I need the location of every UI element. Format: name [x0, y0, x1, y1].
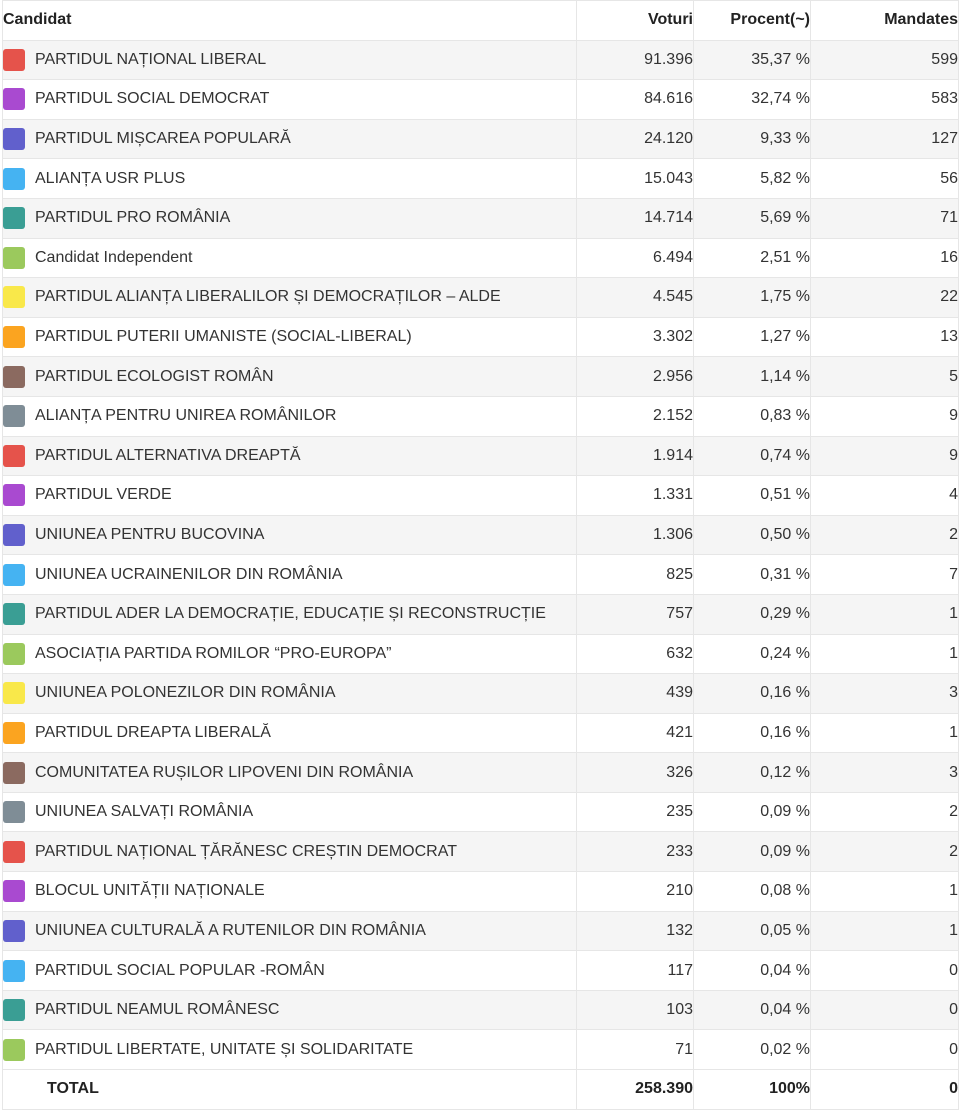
candidate-name: ALIANȚA PENTRU UNIREA ROMÂNILOR: [35, 407, 337, 425]
percent-cell: 1,27 %: [694, 317, 811, 357]
percent-cell: 0,29 %: [694, 594, 811, 634]
table-row: [3, 555, 959, 595]
candidate-name: PARTIDUL SOCIAL POPULAR -ROMÂN: [35, 961, 325, 979]
total-percent: 100%: [694, 1070, 811, 1110]
mandates-cell: 1: [811, 911, 959, 951]
candidate-name: PARTIDUL VERDE: [35, 486, 172, 504]
candidate-name: UNIUNEA POLONEZILOR DIN ROMÂNIA: [35, 684, 336, 702]
mandates-cell: 5: [811, 357, 959, 397]
mandates-cell: 0: [811, 951, 959, 991]
votes-cell: 3.302: [577, 317, 694, 357]
percent-cell: 5,69 %: [694, 198, 811, 238]
party-color-swatch: [3, 326, 25, 348]
candidate-name: UNIUNEA UCRAINENILOR DIN ROMÂNIA: [35, 565, 343, 583]
party-color-swatch: [3, 128, 25, 150]
votes-cell: 632: [577, 634, 694, 674]
candidate-cell: [3, 990, 577, 1030]
mandates-cell: 3: [811, 753, 959, 793]
mandates-cell: 9: [811, 436, 959, 476]
party-color-swatch: [3, 286, 25, 308]
percent-cell: 32,74 %: [694, 80, 811, 120]
mandates-cell: 127: [811, 119, 959, 159]
party-color-swatch: [3, 88, 25, 110]
table-row: [3, 278, 959, 318]
percent-cell: 0,51 %: [694, 476, 811, 516]
votes-cell: 84.616: [577, 80, 694, 120]
candidate-cell: [3, 159, 577, 199]
mandates-cell: 16: [811, 238, 959, 278]
mandates-cell: 1: [811, 594, 959, 634]
candidate-cell: [3, 674, 577, 714]
votes-cell: 233: [577, 832, 694, 872]
candidate-name: PARTIDUL ALIANȚA LIBERALILOR ȘI DEMOCRAȚILOR – ALDE: [35, 288, 501, 306]
table-row: [3, 119, 959, 159]
percent-cell: 0,16 %: [694, 674, 811, 714]
candidate-name: PARTIDUL MIȘCAREA POPULARĂ: [35, 130, 291, 148]
mandates-cell: 599: [811, 40, 959, 80]
percent-cell: 5,82 %: [694, 159, 811, 199]
header-row: [3, 1, 959, 41]
table-row: [3, 792, 959, 832]
candidate-name: ASOCIAȚIA PARTIDA ROMILOR “PRO-EUROPA”: [35, 644, 392, 662]
percent-cell: 35,37 %: [694, 40, 811, 80]
table-row: [3, 832, 959, 872]
percent-cell: 0,04 %: [694, 951, 811, 991]
candidate-name: PARTIDUL SOCIAL DEMOCRAT: [35, 90, 270, 108]
candidate-cell: [3, 357, 577, 397]
party-color-swatch: [3, 405, 25, 427]
percent-cell: 0,83 %: [694, 396, 811, 436]
header-percent[interactable]: Procent(~): [694, 1, 811, 41]
table-row: [3, 80, 959, 120]
candidate-cell: [3, 911, 577, 951]
percent-cell: 0,12 %: [694, 753, 811, 793]
header-mandates[interactable]: Mandates: [811, 1, 959, 41]
total-row: [3, 1070, 959, 1110]
candidate-cell: [3, 713, 577, 753]
candidate-name: PARTIDUL NAȚIONAL LIBERAL: [35, 50, 267, 68]
votes-cell: 421: [577, 713, 694, 753]
candidate-cell: [3, 555, 577, 595]
candidate-cell: [3, 951, 577, 991]
table-row: [3, 357, 959, 397]
table-row: [3, 476, 959, 516]
percent-cell: 0,09 %: [694, 832, 811, 872]
mandates-cell: 2: [811, 832, 959, 872]
table-row: [3, 674, 959, 714]
table-row: [3, 1030, 959, 1070]
percent-cell: 9,33 %: [694, 119, 811, 159]
mandates-cell: 1: [811, 634, 959, 674]
mandates-cell: 9: [811, 396, 959, 436]
votes-cell: 24.120: [577, 119, 694, 159]
mandates-cell: 4: [811, 476, 959, 516]
votes-cell: 439: [577, 674, 694, 714]
party-color-swatch: [3, 643, 25, 665]
candidate-name: PARTIDUL NAȚIONAL ȚĂRĂNESC CREȘTIN DEMOCRAT: [35, 842, 457, 860]
table-row: [3, 911, 959, 951]
percent-cell: 1,14 %: [694, 357, 811, 397]
candidate-cell: [3, 436, 577, 476]
mandates-cell: 7: [811, 555, 959, 595]
percent-cell: 0,09 %: [694, 792, 811, 832]
votes-cell: 1.331: [577, 476, 694, 516]
mandates-cell: 56: [811, 159, 959, 199]
candidate-name: PARTIDUL LIBERTATE, UNITATE ȘI SOLIDARITATE: [35, 1040, 414, 1058]
percent-cell: 0,74 %: [694, 436, 811, 476]
candidate-cell: [3, 753, 577, 793]
mandates-cell: 1: [811, 872, 959, 912]
total-mandates: 0: [811, 1070, 959, 1110]
candidate-cell: [3, 119, 577, 159]
votes-cell: 132: [577, 911, 694, 951]
party-color-swatch: [3, 920, 25, 942]
table-row: [3, 159, 959, 199]
candidate-cell: [3, 1030, 577, 1070]
header-votes[interactable]: Voturi: [577, 1, 694, 41]
votes-cell: 1.914: [577, 436, 694, 476]
mandates-cell: 0: [811, 1030, 959, 1070]
candidate-cell: [3, 396, 577, 436]
votes-cell: 2.152: [577, 396, 694, 436]
party-color-swatch: [3, 564, 25, 586]
candidate-cell: [3, 872, 577, 912]
candidate-cell: [3, 40, 577, 80]
total-label: TOTAL: [3, 1070, 577, 1110]
mandates-cell: 22: [811, 278, 959, 318]
table-row: [3, 317, 959, 357]
party-color-swatch: [3, 682, 25, 704]
percent-cell: 0,02 %: [694, 1030, 811, 1070]
candidate-name: UNIUNEA CULTURALĂ A RUTENILOR DIN ROMÂNIA: [35, 921, 426, 939]
party-color-swatch: [3, 1039, 25, 1061]
percent-cell: 0,24 %: [694, 634, 811, 674]
candidate-name: UNIUNEA PENTRU BUCOVINA: [35, 526, 265, 544]
mandates-cell: 13: [811, 317, 959, 357]
votes-cell: 14.714: [577, 198, 694, 238]
table-row: [3, 238, 959, 278]
votes-cell: 6.494: [577, 238, 694, 278]
table-row: [3, 515, 959, 555]
votes-cell: 71: [577, 1030, 694, 1070]
table-row: [3, 198, 959, 238]
percent-cell: 0,31 %: [694, 555, 811, 595]
votes-cell: 1.306: [577, 515, 694, 555]
total-votes: 258.390: [577, 1070, 694, 1110]
table-row: [3, 951, 959, 991]
mandates-cell: 1: [811, 713, 959, 753]
mandates-cell: 2: [811, 515, 959, 555]
table-row: [3, 872, 959, 912]
table-row: [3, 594, 959, 634]
party-color-swatch: [3, 722, 25, 744]
party-color-swatch: [3, 762, 25, 784]
party-color-swatch: [3, 247, 25, 269]
party-color-swatch: [3, 960, 25, 982]
party-color-swatch: [3, 445, 25, 467]
candidate-name: PARTIDUL DREAPTA LIBERALĂ: [35, 723, 271, 741]
percent-cell: 0,05 %: [694, 911, 811, 951]
table-row: [3, 990, 959, 1030]
party-color-swatch: [3, 999, 25, 1021]
table-header: [3, 1, 959, 41]
mandates-cell: 3: [811, 674, 959, 714]
votes-cell: 2.956: [577, 357, 694, 397]
candidate-cell: [3, 792, 577, 832]
party-color-swatch: [3, 366, 25, 388]
percent-cell: 0,50 %: [694, 515, 811, 555]
party-color-swatch: [3, 49, 25, 71]
mandates-cell: 2: [811, 792, 959, 832]
table-row: [3, 713, 959, 753]
table-row: [3, 634, 959, 674]
mandates-cell: 0: [811, 990, 959, 1030]
votes-cell: 117: [577, 951, 694, 991]
votes-cell: 825: [577, 555, 694, 595]
party-color-swatch: [3, 801, 25, 823]
votes-cell: 4.545: [577, 278, 694, 318]
party-color-swatch: [3, 207, 25, 229]
candidate-name: UNIUNEA SALVAȚI ROMÂNIA: [35, 803, 254, 821]
party-color-swatch: [3, 880, 25, 902]
votes-cell: 326: [577, 753, 694, 793]
candidate-cell: [3, 515, 577, 555]
percent-cell: 1,75 %: [694, 278, 811, 318]
mandates-cell: 71: [811, 198, 959, 238]
votes-cell: 103: [577, 990, 694, 1030]
results-table: [2, 0, 959, 1110]
candidate-name: PARTIDUL NEAMUL ROMÂNESC: [35, 1001, 280, 1019]
votes-cell: 91.396: [577, 40, 694, 80]
candidate-name: PARTIDUL ALTERNATIVA DREAPTĂ: [35, 446, 301, 464]
table-body: [3, 40, 959, 1069]
party-color-swatch: [3, 603, 25, 625]
party-color-swatch: [3, 168, 25, 190]
table-row: [3, 40, 959, 80]
table-row: [3, 396, 959, 436]
candidate-cell: [3, 278, 577, 318]
candidate-cell: [3, 198, 577, 238]
candidate-name: PARTIDUL PUTERII UMANISTE (SOCIAL-LIBERAL): [35, 328, 412, 346]
candidate-cell: [3, 238, 577, 278]
party-color-swatch: [3, 484, 25, 506]
votes-cell: 235: [577, 792, 694, 832]
candidate-cell: [3, 317, 577, 357]
table-footer: [3, 1070, 959, 1110]
candidate-name: PARTIDUL PRO ROMÂNIA: [35, 209, 231, 227]
mandates-cell: 583: [811, 80, 959, 120]
candidate-cell: [3, 832, 577, 872]
party-color-swatch: [3, 524, 25, 546]
candidate-name: PARTIDUL ECOLOGIST ROMÂN: [35, 367, 274, 385]
candidate-name: COMUNITATEA RUȘILOR LIPOVENI DIN ROMÂNIA: [35, 763, 414, 781]
percent-cell: 2,51 %: [694, 238, 811, 278]
party-color-swatch: [3, 841, 25, 863]
table-row: [3, 753, 959, 793]
votes-cell: 757: [577, 594, 694, 634]
candidate-name: PARTIDUL ADER LA DEMOCRAȚIE, EDUCAȚIE ȘI RECONSTRUCȚIE: [35, 605, 546, 623]
table-row: [3, 436, 959, 476]
percent-cell: 0,08 %: [694, 872, 811, 912]
candidate-name: BLOCUL UNITĂȚII NAȚIONALE: [35, 882, 265, 900]
votes-cell: 15.043: [577, 159, 694, 199]
header-candidate[interactable]: Candidat: [3, 1, 577, 41]
candidate-cell: [3, 594, 577, 634]
percent-cell: 0,16 %: [694, 713, 811, 753]
candidate-name: Candidat Independent: [35, 248, 193, 266]
votes-cell: 210: [577, 872, 694, 912]
candidate-cell: [3, 80, 577, 120]
percent-cell: 0,04 %: [694, 990, 811, 1030]
candidate-cell: [3, 476, 577, 516]
candidate-name: ALIANȚA USR PLUS: [35, 169, 186, 187]
candidate-cell: [3, 634, 577, 674]
